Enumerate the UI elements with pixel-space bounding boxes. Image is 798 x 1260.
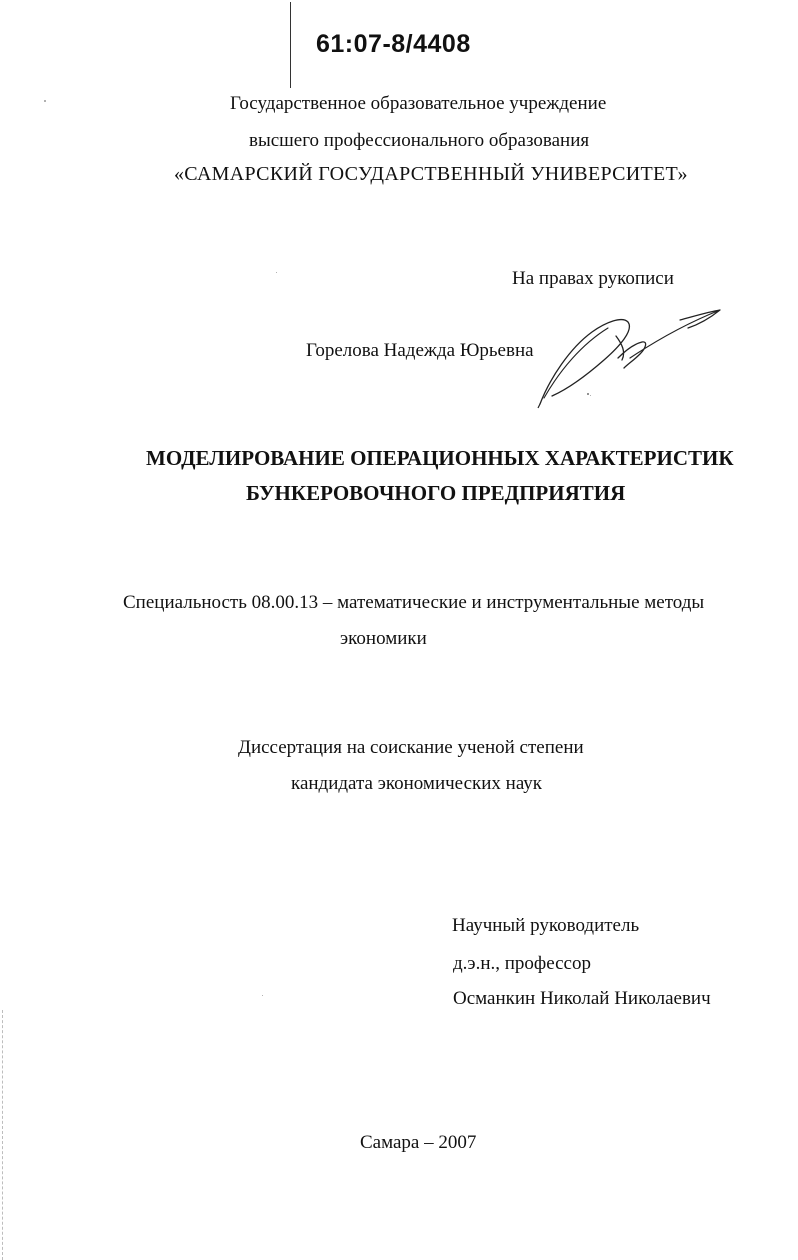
author-name: Горелова Надежда Юрьевна: [306, 340, 534, 361]
supervisor-name: Османкин Николай Николаевич: [453, 988, 711, 1009]
manuscript-note: На правах рукописи: [512, 268, 674, 289]
institution-line-2: высшего профессионального образования: [249, 130, 590, 151]
scan-dust: [44, 100, 46, 102]
specialty-line-1: Специальность 08.00.13 – математические и инструментальные методы: [123, 592, 705, 613]
specialty-line-2: экономики: [340, 628, 427, 649]
dissertation-title-line-1: МОДЕЛИРОВАНИЕ ОПЕРАЦИОННЫХ ХАРАКТЕРИСТИК: [146, 446, 734, 470]
scan-dust: [590, 395, 591, 396]
supervisor-role: Научный руководитель: [452, 915, 640, 936]
supervisor-degree: д.э.н., профессор: [453, 953, 591, 974]
archive-code: 61:07-8/4408: [316, 30, 471, 58]
signature-image: [530, 298, 730, 410]
scan-edge-artifact: [2, 1010, 4, 1260]
degree-statement-line-1: Диссертация на соискание ученой степени: [238, 737, 584, 758]
degree-statement-line-2: кандидата экономических наук: [291, 773, 543, 794]
scan-dust: [262, 995, 263, 996]
scan-dust: [276, 272, 277, 273]
place-and-year: Самара – 2007: [360, 1132, 477, 1153]
institution-line-3: «САМАРСКИЙ ГОСУДАРСТВЕННЫЙ УНИВЕРСИТЕТ»: [174, 163, 688, 185]
archive-stamp-line: [290, 2, 291, 88]
dissertation-title-line-2: БУНКЕРОВОЧНОГО ПРЕДПРИЯТИЯ: [246, 481, 626, 505]
institution-line-1: Государственное образовательное учреждение: [230, 93, 607, 114]
